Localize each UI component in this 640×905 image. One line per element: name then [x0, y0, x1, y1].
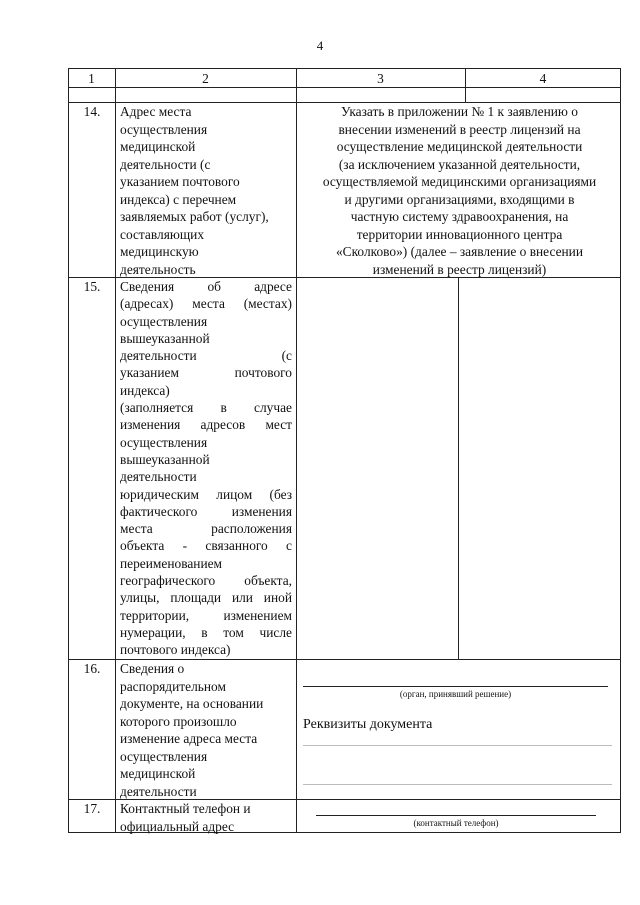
text-line: осуществления — [120, 313, 208, 329]
text-line: медицинской — [120, 766, 196, 781]
text-line: территории, изменением — [120, 607, 292, 623]
text-line: объекта - связанного с — [120, 538, 292, 554]
text-line: изменение адреса места — [120, 731, 258, 746]
text-line: и другими организациями, входящими в — [344, 191, 575, 207]
text-line: указанием почтового — [120, 174, 240, 189]
row-14-description — [120, 103, 292, 278]
phone-line — [316, 815, 596, 816]
text-line: переименованием — [120, 555, 223, 571]
text-line: медицинской — [120, 139, 196, 154]
text-line: внесении изменений в реестр лицензий на — [338, 121, 581, 137]
text-line: Сведения об адресе — [120, 279, 292, 294]
text-line: документе, на основании — [120, 696, 264, 711]
document-requisites-label: Реквизиты документа — [303, 717, 433, 732]
row-number: 15. — [83, 279, 101, 294]
row-15-description — [120, 278, 292, 659]
text-line: индекса) — [120, 382, 170, 398]
text-line: которого произошло — [120, 713, 237, 729]
text-line: Сведения о — [120, 661, 185, 676]
row-17-description — [120, 800, 292, 835]
text-line: географического объекта, — [120, 573, 292, 589]
text-line: Указать в приложении № 1 к заявлению о — [341, 104, 578, 119]
text-line: заявляемых работ (услуг), — [120, 209, 269, 224]
page-number: 4 — [316, 38, 324, 53]
text-line: места расположения — [120, 521, 292, 537]
text-line: изменения адресов мест — [120, 417, 292, 433]
text-line: (за исключением указанной деятельности, — [338, 156, 581, 172]
row-number: 16. — [83, 661, 101, 676]
text-line: деятельности (с — [120, 348, 292, 364]
text-line: «Сколково») (далее – заявление о внесении — [335, 244, 584, 259]
header-col-3: 3 — [377, 71, 384, 86]
text-line: почтового индекса) — [120, 642, 231, 658]
authority-caption: (орган, принявший решение) — [399, 689, 512, 699]
text-line: осуществления — [120, 434, 208, 450]
phone-caption: (контактный телефон) — [413, 818, 499, 828]
requisites-line — [303, 745, 612, 746]
text-line: изменений в реестр лицензий) — [372, 261, 547, 277]
text-line: вышеуказанной — [120, 451, 210, 467]
text-line: распорядительном — [120, 678, 226, 694]
header-col-2: 2 — [202, 71, 209, 86]
text-line: осуществление медицинской деятельности — [336, 139, 583, 154]
text-line: деятельность — [120, 261, 196, 277]
text-line: (заполняется в случае — [120, 400, 292, 416]
text-line: индекса) с перечнем — [120, 191, 237, 207]
row-number: 14. — [83, 104, 101, 119]
text-line: фактического изменения — [120, 503, 292, 519]
text-line: официальный адрес — [120, 818, 235, 834]
text-line: деятельности (с — [120, 156, 211, 172]
row-number: 17. — [83, 801, 101, 816]
text-line: осуществления — [120, 748, 208, 764]
col-divider — [115, 68, 116, 833]
text-line: составляющих — [120, 226, 205, 242]
text-line: улицы, площади или иной — [120, 590, 292, 606]
text-line: деятельности — [120, 469, 197, 485]
header-divider — [68, 87, 621, 88]
row-14-instruction — [298, 103, 621, 278]
text-line: медицинскую — [120, 244, 199, 259]
header-col-4: 4 — [539, 71, 547, 86]
requisites-line — [303, 784, 612, 785]
text-line: осуществляемой медицинскими организациями — [322, 174, 597, 189]
text-line: осуществления — [120, 121, 208, 137]
text-line: (адресах) места (местах) — [120, 296, 292, 312]
text-line: деятельности — [120, 783, 197, 799]
authority-signature-line — [303, 686, 608, 687]
col-divider — [458, 277, 459, 659]
text-line: юридическим лицом (без — [120, 486, 292, 502]
row-16-description — [120, 660, 292, 800]
text-line: Адрес места — [120, 104, 192, 119]
text-line: территории инновационного центра — [356, 226, 563, 242]
text-line: нумерации, в том числе — [120, 624, 292, 640]
text-line: указанием почтового — [120, 365, 292, 381]
text-line: вышеуказанной — [120, 330, 210, 346]
text-line: частную систему здравоохранения, на — [350, 209, 569, 224]
col-divider — [296, 68, 297, 833]
header-col-1: 1 — [88, 71, 95, 86]
text-line: Контактный телефон и — [120, 801, 251, 816]
